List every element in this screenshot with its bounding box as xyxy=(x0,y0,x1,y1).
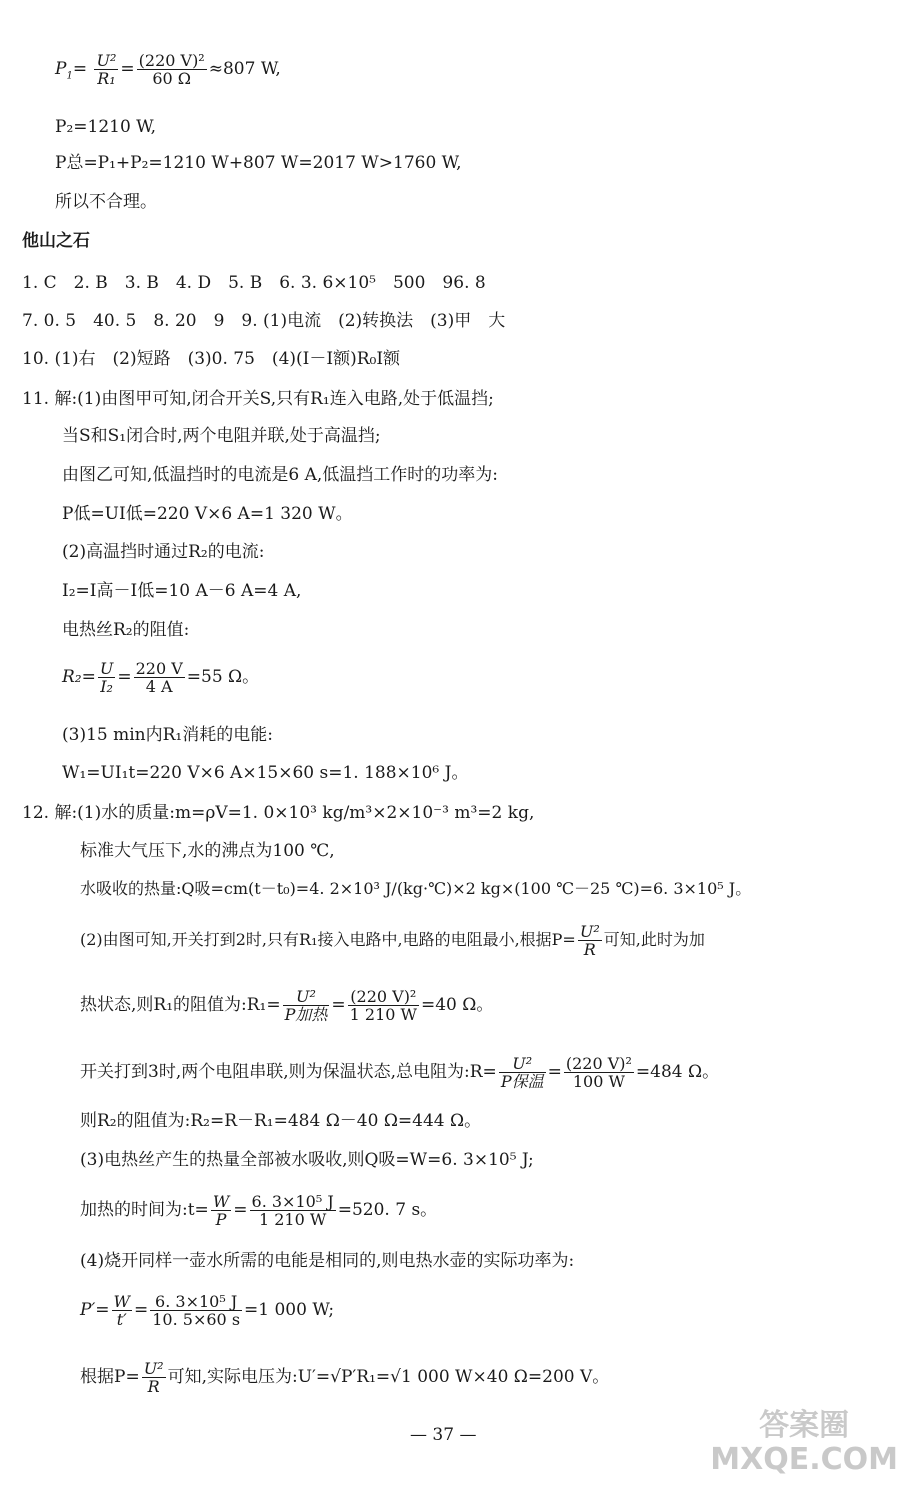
fraction: $\frac{W}{t'}$ xyxy=(113,1292,130,1329)
fraction: $\frac{\text{U²}}{\text{R₁}}$ xyxy=(96,51,117,88)
conclusion-text: 所以不合理。 xyxy=(55,192,157,212)
watermark-logo xyxy=(710,1409,898,1477)
p1-symbol: $P_1$ xyxy=(55,59,73,82)
answers-1-6: 1. C 2. B 3. B 4. D 5. B 6. 3. 6×10⁵ 500 96. 8 xyxy=(22,273,486,293)
fraction: $\frac{\text{6. 3×10⁵ J}}{10. 5\times 60 s}$ xyxy=(152,1292,241,1329)
fraction: $\frac{\text{(220 V)²}}{100 W}$ xyxy=(565,1054,632,1091)
formula-p1: $P_1=$ $\frac{\text{U²}}{\text{R₁}}$ = $\frac{\text{(220 V)²}}{60 \Omega}$ ≈807 W, xyxy=(55,51,281,88)
section-heading: 他山之石 xyxy=(22,231,90,251)
q12-line-11: P′= $\frac{W}{t'}$ = $\frac{\text{6. 3×10⁵ J}}{10. 5\times 60 s}$ =1 000 W; xyxy=(80,1292,335,1329)
q12-line-5: 热状态,则R₁的阻值为:R₁= $\frac{\text{U²}}{\text{P加热}}$ = $\frac{\text{(220 V)²}}{1 210 W}$ =40 Ω。 xyxy=(80,987,494,1024)
q12-line-10: (4)烧开同样一壶水所需的电能是相同的,则电热水壶的实际功率为: xyxy=(80,1251,575,1271)
q11-line-7: 电热丝R₂的阻值: xyxy=(62,620,190,640)
formula-p2: P₂=1210 W, xyxy=(55,117,157,137)
q11-line-3: 由图乙可知,低温挡时的电流是6 A,低温挡工作时的功率为: xyxy=(62,465,499,485)
fraction: $\frac{\text{(220 V)²}}{1 210 W}$ xyxy=(349,987,417,1024)
fraction: $\frac{\text{6. 3×10⁵ J}}{1 210 W}$ xyxy=(251,1192,334,1229)
answers-10: 10. (1)右 (2)短路 (3)0. 75 (4)(I－I额)R₀I额 xyxy=(22,349,401,369)
fraction: $\frac{\text{U²}}{\text{P加热}}$ xyxy=(284,987,328,1024)
q12-line-7: 则R₂的阻值为:R₂=R－R₁=484 Ω－40 Ω=444 Ω。 xyxy=(80,1111,482,1131)
fraction: $\frac{\text{(220 V)²}}{60 \Omega}$ xyxy=(138,51,205,88)
q11-line-4: P低=UI低=220 V×6 A=1 320 W。 xyxy=(62,504,353,524)
q12-line-3: 水吸收的热量:Q吸=cm(t－t₀)=4. 2×10³ J/(kg·℃)×2 kg×(100 ℃－25 ℃)=6. 3×10⁵ J。 xyxy=(80,879,752,898)
p1-result: ≈807 W, xyxy=(208,59,281,79)
q12-line-12: 根据P= $\frac{\text{U²}}{R}$ 可知,实际电压为:U′=√P′R₁=√1 000 W×40 Ω=200 V。 xyxy=(80,1359,610,1396)
q11-line-8: R₂= $\frac{U}{\text{I₂}}$ = $\frac{220 V}{4 A}$ =55 Ω。 xyxy=(62,659,260,696)
q12-line-6: 开关打到3时,两个电阻串联,则为保温状态,总电阻为:R= $\frac{\text{U²}}{\text{P保温}}$ = $\frac{\text{(220 V)²}}{100 W}$ =484 Ω。 xyxy=(80,1054,720,1091)
q11-line-5: (2)高温挡时通过R₂的电流: xyxy=(62,542,265,562)
fraction: $\frac{\text{U²}}{\text{P保温}}$ xyxy=(500,1054,544,1091)
watermark-line-2: MXQE.COM xyxy=(710,1442,898,1477)
q12-line-1: 12. 解:(1)水的质量:m=ρV=1. 0×10³ kg/m³×2×10⁻³ m³=2 kg, xyxy=(22,803,535,823)
fraction: $\frac{\text{U²}}{R}$ xyxy=(579,922,600,959)
q12-line-9: 加热的时间为:t= $\frac{W}{P}$ = $\frac{\text{6. 3×10⁵ J}}{1 210 W}$ =520. 7 s。 xyxy=(80,1192,438,1229)
page-number: — 37 — xyxy=(410,1425,477,1445)
q12-line-4: (2)由图可知,开关打到2时,只有R₁接入电路中,电路的电阻最小,根据P= $\frac{\text{U²}}{R}$ 可知,此时为加 xyxy=(80,922,705,959)
q12-line-2: 标准大气压下,水的沸点为100 ℃, xyxy=(80,841,335,861)
fraction: $\frac{\text{U²}}{R}$ xyxy=(143,1359,164,1396)
q12-line-8: (3)电热丝产生的热量全部被水吸收,则Q吸=W=6. 3×10⁵ J; xyxy=(80,1150,534,1170)
q11-line-6: I₂=I高－I低=10 A－6 A=4 A, xyxy=(62,581,302,601)
fraction: $\frac{U}{\text{I₂}}$ xyxy=(99,659,114,696)
fraction: $\frac{W}{P}$ xyxy=(212,1192,230,1229)
q11-line-1: 11. 解:(1)由图甲可知,闭合开关S,只有R₁连入电路,处于低温挡; xyxy=(22,389,494,409)
p1-eq: = xyxy=(72,59,88,79)
answers-7-9: 7. 0. 5 40. 5 8. 20 9 9. (1)电流 (2)转换法 (3)甲 大 xyxy=(22,311,506,331)
formula-ptotal: P总=P₁+P₂=1210 W+807 W=2017 W>1760 W, xyxy=(55,153,462,173)
fraction: $\frac{220 V}{4 A}$ xyxy=(135,659,183,696)
q11-line-9: (3)15 min内R₁消耗的电能: xyxy=(62,725,273,745)
watermark-line-1: 答案圈 xyxy=(759,1408,850,1443)
q11-line-10: W₁=UI₁t=220 V×6 A×15×60 s=1. 188×10⁶ J。 xyxy=(62,763,469,783)
q11-line-2: 当S和S₁闭合时,两个电阻并联,处于高温挡; xyxy=(62,426,381,446)
